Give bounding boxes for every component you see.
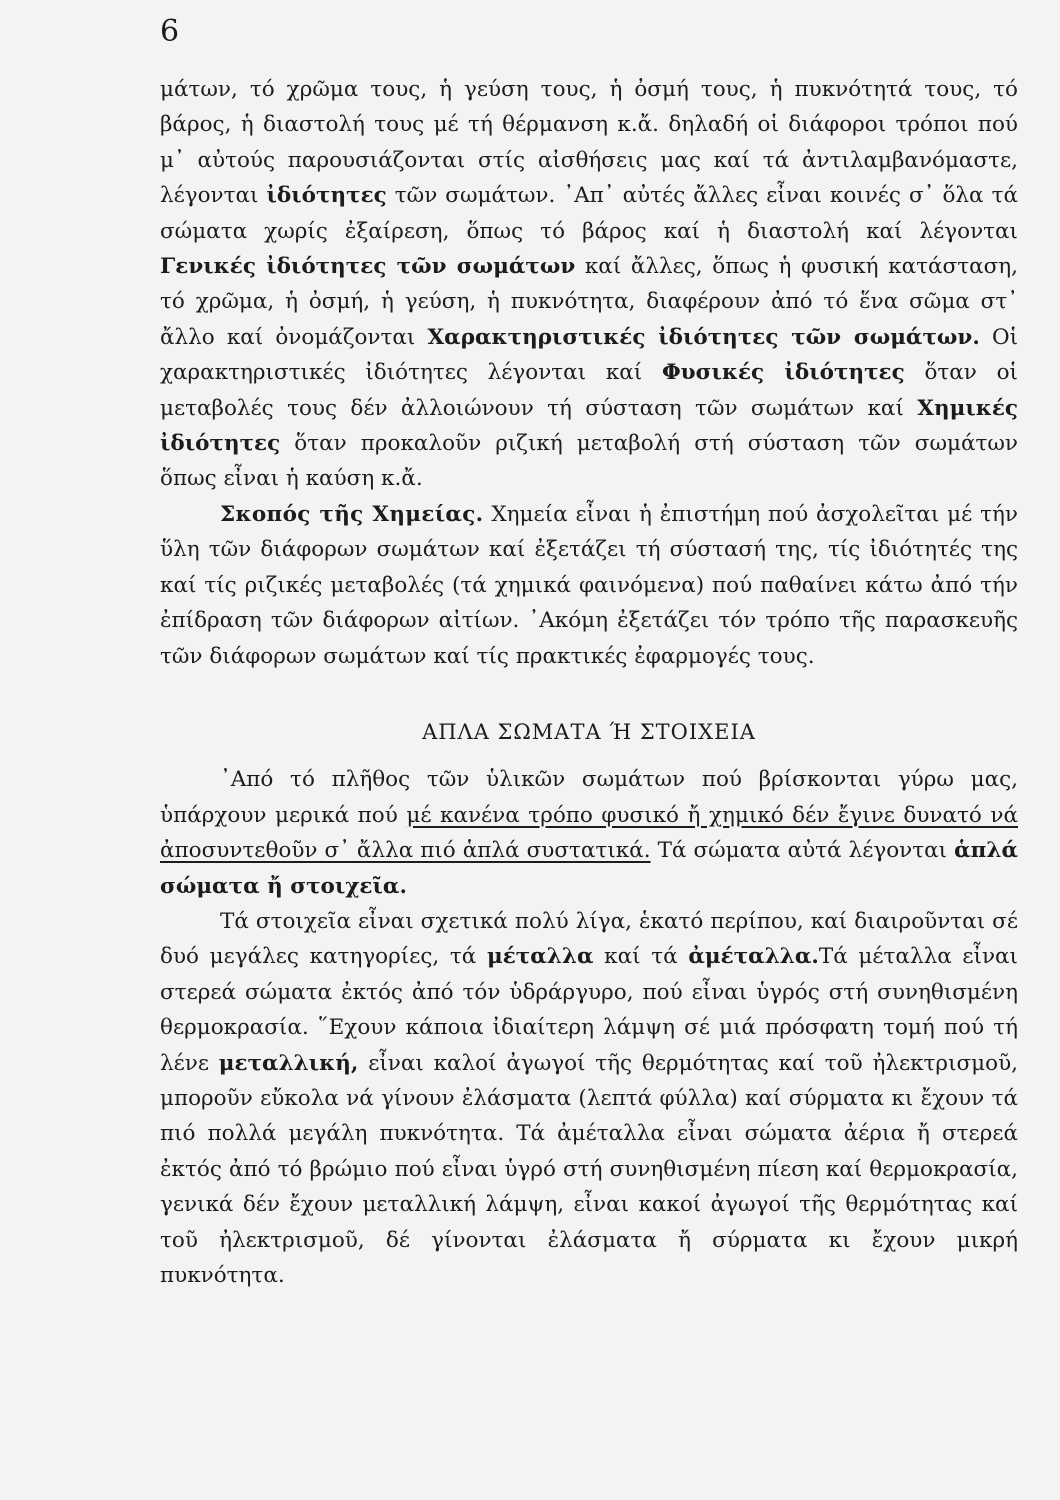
text-run: Χημεία εἶναι ἡ ἐπιστήμη πού ἀσχολεῖται μέ τήν ὕλη τῶν διάφορων σωμάτων καί ἐξετάζει τή σύστασή της, τίς ἰδιότητές της καί τίς ριζικές μεταβολές (τά χημικά φαινόμενα) πού παθαίνει κάτω ἀπό τήν ἐπίδραση τῶν διάφορων αἰτίων. ᾿Ακόμη ἐξετάζει τόν τρόπο τῆς παρασκευῆς τῶν διάφορων σωμάτων καί τίς πρακτικές ἐφαρμογές τους. [160,501,1019,669]
text-run: μάτων, τό χρῶμα τους, ἡ γεύση τους, ἡ ὀσμή τους, ἡ πυκνότητά τους, τό βάρος, ἡ διαστολή τους μέ τή θέρμανση κ.ἄ. δηλαδή οἱ διάφοροι τρόποι πού μ᾿ αὐτούς παρουσιάζονται στίς αἰσθήσεις μας καί τά ἀντιλαμβανόμαστε, λέγονται [160,77,1018,209]
page-number: 6 [160,14,180,49]
text-run: Τά μέταλλα εἶναι στερεά σώματα ἐκτός ἀπό τόν ὑδράργυρο, πού εἶναι ὑγρός στή συνηθισμένη θερμοκρασία. ῞Εχουν κάποια ἰδιαίτερη λάμψη σέ μιά πρόσφατη τομή πού τή λένε [160,944,1018,1076]
paragraph-purpose-of-chemistry [160,497,1018,674]
text-run: καί τά [593,944,689,970]
section-heading: ΑΠΛΑ ΣΩΜΑΤΑ Ή ΣΤΟΙΧΕΙΑ [422,719,756,744]
paragraph-simple-bodies [160,762,1018,904]
term-properties: ἰδιότητες [266,183,387,209]
text-run: Τά σώματα αὐτά λέγονται [650,838,955,864]
text-run: ὅταν προκαλοῦν ριζική μεταβολή στή σύσταση τῶν σωμάτων ὅπως εἶναι ἡ καύση κ.ἄ. [160,431,1018,492]
body-text [160,72,1018,1293]
text-run: ᾿Από τό πλῆθος τῶν ὑλικῶν σωμάτων πού βρίσκονται γύρω μας, ὑπάρχουν μερικά πού [160,767,1018,828]
term-metals: μέταλλα [486,944,594,970]
text-run: καί ἄλλες, ὅπως ἡ φυσική κατάσταση, τό χρῶμα, ἡ ὀσμή, ἡ γεύση, ἡ πυκνότητα, διαφέρουν ἀπό τό ἕνα σῶμα στ᾿ ἄλλο καί ὀνομάζονται [160,254,1019,350]
paragraph-properties [160,72,1018,497]
text-run: Τά στοιχεῖα εἶναι σχετικά πολύ λίγα, ἑκατό περίπου, καί διαιροῦνται σέ δυό μεγάλες κατηγορίες, τά [160,908,1018,970]
text-run: ὅταν οἱ μεταβολές τους δέν ἀλλοιώνουν τή σύσταση τῶν σωμάτων καί [160,360,1018,421]
underlined-phrase: μέ κανένα τρόπο φυσικό ἤ χημικό δέν ἔγινε δυνατό νά ἀποσυντεθοῦν σ᾿ ἄλλα πιό ἁπλά συστατικά. [160,802,1018,864]
term-nonmetals: ἀμέταλλα. [688,944,819,970]
text-run: εἶναι καλοί ἀγωγοί τῆς θερμότητας καί τοῦ ἠλεκτρισμοῦ, μποροῦν εὔκολα νά γίνουν ἐλάσματα (λεπτά φύλλα) καί σύρματα κι ἔχουν τά πιό πολλά μεγάλη πυκνότητα. Τά ἀμέταλλα εἶναι σώματα ἀέρια ἤ στερεά ἐκτός ἀπό τό βρώμιο πού εἶναι ὑγρό στή συνηθισμένη πίεση καί θερμοκρασία, γενικά δέν ἔχουν μεταλλική λάμψη, εἶναι κακοί ἀγωγοί τῆς θερμότητας καί τοῦ ἠλεκτρισμοῦ, δέ γίνονται ἐλάσματα ἤ σύρματα κι ἔχουν μικρή πυκνότητα. [160,1050,1018,1288]
purpose-lead: Σκοπός τῆς Χημείας. [220,501,484,527]
term-characteristic-properties: Χαρακτηριστικές ἰδιότητες τῶν σωμάτων. [427,324,980,350]
term-chemical-properties: Χημικές ἰδιότητες [160,395,1018,457]
term-metallic: μεταλλική, [218,1050,359,1076]
term-physical-properties: Φυσικές ἰδιότητες [661,360,905,386]
text-run: τῶν σωμάτων. ᾿Απ᾿ αὐτές ἄλλες εἶναι κοινές σ᾿ ὅλα τά σώματα χωρίς ἐξαίρεση, ὅπως τό βάρος καί ἡ διαστολή καί λέγονται [160,183,1018,244]
text-run: Οἱ χαρακτηριστικές ἰδιότητες λέγονται καί [160,324,1018,386]
term-elements: ἁπλά σώματα ἤ στοιχεῖα. [160,838,1018,899]
paragraph-metals-nonmetals [160,904,1018,1293]
term-general-properties: Γενικές ἰδιότητες τῶν σωμάτων [160,254,576,280]
